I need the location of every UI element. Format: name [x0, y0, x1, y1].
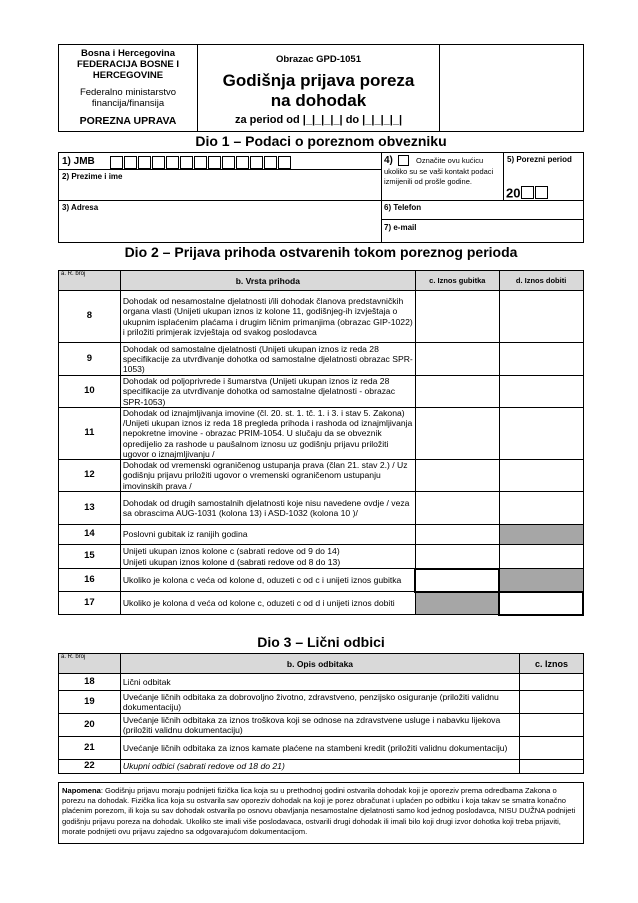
row-description: Uvećanje ličnih odbitaka za iznos kamate plaćene na stambeni kredit (priložiti validnu dokumentaciju)	[120, 737, 519, 760]
income-table-header	[59, 271, 584, 291]
col-amount: c. Iznos	[520, 654, 584, 674]
row-number: 12	[59, 460, 121, 492]
row-description: Dohodak od iznajmljivanja imovine (čl. 20. st. 1. tč. 1. i 3. i stav 5. Zakona) /Unijeti ukupan iznos iz reda 18 pregleda prihoda i rashoda od iznajmljivanja nepokretne imovine - obrazac PRIM-1054. U slučaju da se obveznik opredijelio za rashode u paušalnom iznosu uz godišnju prijavu priložiti ugovor o iznajmljivanju /	[120, 408, 415, 460]
table-row	[59, 674, 584, 691]
tax-year-input[interactable]	[506, 184, 549, 201]
row-number: 8	[59, 291, 121, 343]
row-number: 13	[59, 492, 121, 525]
profit-input[interactable]	[499, 291, 583, 343]
section2-title: Dio 2 – Prijava prihoda ostvarenih tokom poreznog perioda	[124, 244, 518, 260]
row-number: 21	[59, 737, 121, 760]
row-description: Dohodak od drugih samostalnih djelatnosti koje nisu navedene ovdje / veza sa obrascima AUG-1031 (kolona 13) i ASD-1032 (kolona 10 )/	[120, 492, 415, 525]
loss-input[interactable]	[415, 525, 499, 545]
row-description: Ukoliko je kolona c veća od kolone d, oduzeti c od c i unijeti iznos gubitka	[120, 569, 415, 592]
row-number: 19	[59, 691, 121, 714]
loss-input[interactable]	[415, 492, 499, 525]
loss-input[interactable]	[415, 376, 499, 408]
table-row	[59, 460, 584, 492]
contact-change-text: Označite ovu kućicu ukoliko su se vaši kontakt podaci izmijenili od prošle godine.	[384, 156, 494, 186]
table-row	[59, 545, 584, 569]
form-code: Obrazac GPD-1051	[275, 54, 361, 65]
row-number: 10	[59, 376, 121, 408]
row-description: Ukoliko je kolona d veća od kolone c, oduzeti c od d i unijeti iznos dobiti	[120, 592, 415, 615]
profit-input[interactable]	[499, 408, 583, 460]
name-field[interactable]	[64, 182, 376, 198]
row-description: Dohodak od samostalne djelatnosti (Unijeti ukupan iznos iz reda 28 specifikacije za utvrđivanje dohotka od samostalne djelatnosti obrazac SPR-1053)	[120, 343, 415, 376]
period-line: za period od |_|_|_|_| do |_|_|_|_|	[234, 114, 403, 126]
blank-stamp-box	[440, 44, 584, 132]
section3-title: Dio 3 – Lični odbici	[257, 634, 385, 650]
profit-input[interactable]	[499, 343, 583, 376]
loss-input[interactable]	[415, 343, 499, 376]
note-label: Napomena	[62, 786, 101, 795]
table-row	[59, 492, 584, 525]
row-number: 17	[59, 592, 121, 615]
row-description: Dohodak od vremenski ograničenog ustupanja prava (član 21. stav 2.) / Uz godišnju prijavu priložiti ugovor o vremenski ograničenom ustupanju imovinskih prava /	[120, 460, 415, 492]
row-description: Uvećanje ličnih odbitaka za dobrovoljno životno, zdravstveno, penzijsko osiguranje (priložiti validnu dokumentaciju)	[120, 691, 519, 714]
loss-input[interactable]	[415, 291, 499, 343]
income-table	[58, 270, 584, 616]
col-income-type: b. Vrsta prihoda	[120, 271, 415, 291]
table-row	[59, 525, 584, 545]
note-box	[58, 782, 584, 844]
row-description: Dohodak od poljoprivrede i šumarstva (Unijeti ukupan iznos iz reda 28 specifikacije za utvrđivanje dohotka od samostalne djelatnosti - obrazac SPR-1053)	[120, 376, 415, 408]
row-number: 9	[59, 343, 121, 376]
profit-input[interactable]	[499, 545, 583, 569]
profit-input[interactable]	[499, 376, 583, 408]
row-description: Dohodak od nesamostalne djelatnosti i/ili dohodak članova predstavničkih organa vlasti (Unijeti ukupan iznos iz kolone 11, godišnjeg-ih izvještaja o ukupnim isplaćenim plaćama i drugim ličnim primanjima (obrazac GIP-1022) i priložiti primjerak izvještaja od svakog poslodavca	[120, 291, 415, 343]
col-row-number: a. R. broj	[59, 271, 121, 291]
contact-change-label: 4)	[384, 155, 393, 166]
amount-input[interactable]	[520, 691, 584, 714]
profit-input[interactable]	[499, 492, 583, 525]
row-number: 16	[59, 569, 121, 592]
col-profit-amount: d. Iznos dobiti	[499, 271, 583, 291]
table-row	[59, 714, 584, 737]
phone-label: 6) Telefon	[384, 203, 422, 212]
col-loss-amount: c. Iznos gubitka	[415, 271, 499, 291]
table-row	[59, 376, 584, 408]
row-description: Poslovni gubitak iz ranijih godina	[120, 525, 415, 545]
loss-cell-disabled	[415, 592, 499, 615]
form-title-block	[198, 44, 440, 132]
federation-name-cont: HERCEGOVINE	[92, 70, 164, 81]
row-number: 14	[59, 525, 121, 545]
table-row	[59, 569, 584, 592]
form-title-cont: na dohodak	[270, 91, 367, 110]
profit-cell-disabled	[499, 569, 583, 592]
jmb-input[interactable]	[110, 154, 292, 167]
amount-input[interactable]	[520, 714, 584, 737]
country-name: Bosna i Hercegovina	[81, 48, 175, 59]
email-field[interactable]	[430, 222, 580, 240]
table-row	[59, 691, 584, 714]
loss-input[interactable]	[415, 545, 499, 569]
loss-input[interactable]	[415, 569, 499, 592]
tax-period-label: 5) Porezni period	[507, 155, 572, 164]
name-label: 2) Prezime i ime	[62, 172, 123, 181]
table-row	[59, 408, 584, 460]
issuer-block	[58, 44, 198, 132]
row-number: 15	[59, 545, 121, 569]
tax-office-name: POREZNA UPRAVA	[79, 115, 177, 127]
row-description: Uvećanje ličnih odbitaka za iznos troškova koji se odnose na zdravstvene usluge i nabavku lijekova (priložiti validnu dokumentaciju)	[120, 714, 519, 737]
deductions-table	[58, 653, 584, 774]
row-number: 20	[59, 714, 121, 737]
profit-cell-disabled	[499, 525, 583, 545]
row-description: Unijeti ukupan iznos kolone c (sabrati redove od 9 do 14) Unijeti ukupan iznos kolone d (sabrati redove od 8 do 13)	[120, 545, 415, 569]
jmb-label: 1) JMB	[62, 156, 95, 167]
loss-input[interactable]	[415, 408, 499, 460]
row-description: Ukupni odbici (sabrati redove od 18 do 21)	[120, 760, 519, 774]
profit-input[interactable]	[499, 460, 583, 492]
row-number: 11	[59, 408, 121, 460]
address-label: 3) Adresa	[62, 203, 99, 212]
table-row	[59, 343, 584, 376]
row-number: 22	[59, 760, 121, 774]
table-row	[59, 592, 584, 615]
year-prefix: 20	[506, 185, 521, 201]
col-row-number: a. R. broj	[59, 654, 121, 674]
table-row	[59, 291, 584, 343]
federation-name: FEDERACIJA BOSNE I	[76, 59, 180, 70]
note-text: : Godišnju prijavu moraju podnijeti fizička lica koja su u prethodnoj godini ostvarila dohodak koji je oporeziv prema odredbama Zakona o porezu na dohodak. Fizička lica koja su ostvarila sav oporeziv dohodak na koji je porez obračunat i uplaćen po odbitku i koja takav se smatra konačno plaćenim porezom, ili koja su sav dohodak ostvarila po osnovu obavljanja nesamostalne djelatnosti samo kod jednog poslodavca, NISU DUŽNA podnijeti godišnju prijavu poreza na dohodak. Ukoliko ste imali više poslodavaca, ostvarili drugi dohodak ili imali bilo koji drugi izvor dohotka koji treba prijaviti, morate podnijeti ovu prijavu zajedno sa odgovarajućom dokumentacijom.	[62, 786, 576, 836]
address-field[interactable]	[64, 213, 376, 239]
ministry-name-cont: financija/finansija	[91, 98, 165, 109]
form-title: Godišnja prijava poreza	[222, 71, 415, 90]
row-description: Lični odbitak	[120, 674, 519, 691]
amount-input[interactable]	[520, 737, 584, 760]
profit-input[interactable]	[499, 592, 583, 615]
loss-input[interactable]	[415, 460, 499, 492]
row-number: 18	[59, 674, 121, 691]
amount-input[interactable]	[520, 674, 584, 691]
deductions-table-header	[59, 654, 584, 674]
ministry-name: Federalno ministarstvo	[79, 87, 177, 98]
amount-input[interactable]	[520, 760, 584, 774]
table-row	[59, 737, 584, 760]
col-deduction-description: b. Opis odbitaka	[120, 654, 519, 674]
phone-field[interactable]	[430, 203, 580, 217]
section1-title: Dio 1 – Podaci o poreznom obvezniku	[195, 133, 447, 149]
email-label: 7) e-mail	[384, 223, 417, 232]
table-row	[59, 760, 584, 774]
